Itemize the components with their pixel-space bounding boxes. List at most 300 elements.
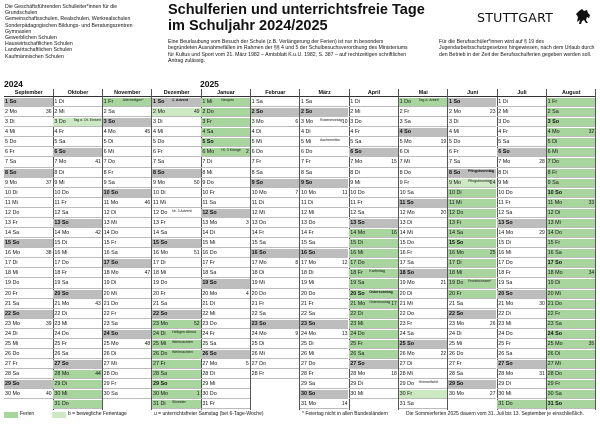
day-label: 3 Sa (399, 119, 411, 126)
day-label: 6 Do (300, 149, 313, 156)
day-note: Weihnachten (171, 339, 193, 344)
day-label: 20 Fr (152, 290, 166, 297)
day-label: 15 So (152, 240, 168, 247)
day-label: 21 Sa (152, 300, 168, 307)
day-label: 19 Sa (498, 280, 513, 287)
day-label: 26 Mi (300, 351, 315, 357)
day-label: 9 Mi (498, 179, 509, 186)
day-cell (4, 229, 53, 238)
day-label: 9 Mo (5, 179, 17, 186)
day-label: 7 Fr (300, 159, 311, 166)
day-label: 28 Do (547, 371, 563, 378)
day-label: 17 Mo (300, 260, 316, 267)
month-header: Februar (251, 89, 300, 97)
day-cell (201, 148, 250, 157)
day-cell (349, 169, 398, 178)
month-header: April (349, 89, 398, 97)
day-cell (349, 199, 398, 208)
day-cell (4, 279, 53, 288)
day-label: 10 Di (5, 189, 18, 196)
day-cell (4, 330, 53, 339)
day-label: 12 Sa (498, 209, 513, 216)
day-label: 7 Di (202, 159, 212, 166)
day-cell (152, 400, 201, 409)
day-cell (152, 158, 201, 167)
day-label: 25 Mo (103, 340, 119, 347)
day-cell (300, 249, 349, 258)
day-label: 19 Mi (300, 280, 315, 287)
day-cell (448, 199, 497, 208)
day-cell (399, 350, 448, 359)
day-cell (547, 138, 596, 147)
day-label: 5 Do (152, 139, 165, 146)
day-label: 19 Mi (251, 280, 265, 287)
day-label: 23 Mi (54, 320, 68, 327)
day-cell (547, 179, 596, 188)
day-cell (399, 390, 448, 399)
week-number: 6 (295, 119, 299, 126)
day-cell (201, 390, 250, 399)
day-cell (448, 239, 497, 248)
day-cell (4, 290, 53, 299)
day-cell (448, 229, 497, 238)
day-label: 28 Mi (399, 371, 413, 378)
day-label: 8 Sa (300, 169, 313, 176)
day-cell (547, 229, 596, 238)
day-label: 4 Mo (103, 129, 116, 136)
day-label: 9 So (251, 179, 264, 186)
day-label: 1 Di (54, 99, 64, 105)
day-cell (251, 340, 300, 349)
day-label: 24 So (547, 330, 563, 337)
day-label: 15 Fr (103, 240, 117, 247)
day-cell (497, 370, 546, 379)
day-note: Aschermittw. (319, 138, 341, 143)
day-label: 25 Fr (350, 340, 363, 347)
day-cell (152, 259, 201, 268)
week-number: 10 (341, 119, 348, 126)
day-cell (201, 400, 250, 409)
day-cell (4, 380, 53, 389)
day-cell (251, 370, 300, 379)
day-note: Silvester (171, 400, 186, 405)
day-cell (399, 138, 448, 147)
month-header: Juni (448, 89, 497, 97)
day-label: 29 Fr (103, 381, 117, 388)
day-cell (547, 259, 596, 268)
day-label: 24 Di (152, 330, 166, 337)
day-label: 6 Do (251, 149, 264, 156)
day-cell (53, 128, 102, 137)
month-header: September (4, 89, 53, 97)
day-label: 26 Mo (399, 351, 415, 357)
day-label: 19 Do (152, 280, 168, 287)
day-label: 26 Sa (54, 351, 69, 357)
day-cell (497, 179, 546, 188)
week-number: 25 (489, 250, 496, 257)
day-label: 10 Do (498, 189, 513, 196)
day-note: Rosenmontag (319, 118, 343, 123)
day-label: 24 Do (498, 330, 513, 337)
day-cell (300, 229, 349, 238)
day-cell (547, 400, 596, 409)
day-label: 31 Do (54, 401, 69, 408)
day-label: 5 Mi (300, 139, 312, 146)
day-cell (448, 360, 497, 369)
day-label: 30 Mi (350, 391, 364, 398)
day-label: 11 Mi (152, 199, 166, 206)
day-label: 27 Mi (103, 361, 117, 368)
day-label: 4 Mi (448, 129, 460, 136)
day-cell (300, 259, 349, 268)
day-label: 14 Di (202, 230, 215, 237)
day-cell (103, 310, 152, 319)
day-cell (547, 98, 596, 107)
day-cell (53, 340, 102, 349)
day-label: 22 Sa (300, 310, 316, 317)
day-label: 13 Mi (103, 219, 117, 226)
day-cell (152, 279, 201, 288)
day-cell (448, 340, 497, 349)
week-number: 26 (489, 320, 496, 327)
day-label: 20 Fr (5, 290, 18, 297)
day-cell (497, 330, 546, 339)
day-label: 11 Mi (5, 199, 18, 206)
day-cell (103, 330, 152, 339)
day-cell (300, 128, 349, 137)
day-cell (53, 148, 102, 157)
day-cell (448, 269, 497, 278)
leave-of-absence-note: Eine Beurlaubung vom Besuch der Schule (z.B. Verlängerung der Ferien) ist nur in besonders begründeten Ausnahmefällen im Rahmen der §§ 4 und 5 der Schulbesuchsverordnung des Ministeriums für Kultus und Sport vom 21. März 1982 – Amtsblatt K.u.U. 1982, S. 387 – auf rechtzeitigen schriftlichen Antrag zulässig. (168, 39, 408, 64)
week-number: 8 (295, 260, 299, 267)
day-label: 19 Di (547, 280, 561, 287)
day-label: 11 Mo (103, 199, 119, 206)
week-number: 36 (45, 109, 52, 116)
day-label: 26 Sa (350, 351, 365, 357)
day-cell (4, 300, 53, 309)
day-label: 9 Mo (152, 179, 165, 186)
day-cell (251, 310, 300, 319)
week-number: 1 (196, 391, 200, 398)
day-label: 17 Di (152, 260, 166, 267)
day-cell (300, 158, 349, 167)
day-cell (300, 279, 349, 288)
day-label: 19 Di (103, 280, 117, 287)
day-label: 3 Do (350, 119, 362, 126)
day-label: 8 Fr (103, 169, 114, 176)
day-label: 23 Mo (152, 320, 168, 327)
day-cell (497, 189, 546, 198)
day-label: 23 Fr (399, 320, 413, 327)
day-cell (53, 98, 102, 107)
day-cell (152, 290, 201, 299)
day-label: 26 Mi (251, 351, 265, 357)
day-label: 29 So (152, 381, 168, 388)
legend-ferien: Ferien (20, 411, 35, 417)
day-cell (547, 340, 596, 349)
day-cell (497, 310, 546, 319)
day-label: 4 So (399, 129, 412, 136)
day-label: 14 Fr (300, 230, 314, 237)
month-header: November (103, 89, 152, 97)
week-number: 16 (391, 230, 397, 237)
day-cell (251, 209, 300, 218)
day-label: 14 Mo (54, 230, 70, 237)
day-cell (53, 360, 102, 369)
day-label: 14 Do (547, 230, 563, 237)
day-label: 23 So (300, 320, 316, 327)
day-label: 17 Do (498, 260, 513, 267)
day-cell (103, 380, 152, 389)
day-cell (53, 189, 102, 198)
day-cell (4, 310, 53, 319)
day-label: 24 Mo (251, 330, 267, 337)
day-label: 20 So (350, 290, 365, 297)
day-cell (103, 179, 152, 188)
day-cell (547, 118, 596, 127)
day-label: 22 Do (399, 310, 415, 317)
day-cell (300, 400, 349, 409)
day-cell (300, 269, 349, 278)
day-label: 20 Mi (103, 290, 117, 297)
day-label: 14 Do (103, 230, 119, 237)
day-cell (448, 128, 497, 137)
day-cell (53, 350, 102, 359)
day-cell (399, 219, 448, 228)
week-number: 7 (295, 189, 299, 196)
day-label: 4 Di (300, 129, 311, 136)
day-cell (152, 380, 201, 389)
week-number: 27 (489, 391, 496, 398)
day-cell (201, 158, 250, 167)
day-label: 22 Di (498, 310, 511, 317)
day-cell (53, 138, 102, 147)
day-label: 2 Sa (547, 109, 559, 116)
week-number: 17 (391, 300, 397, 307)
day-cell (201, 128, 250, 137)
day-cell (103, 118, 152, 127)
day-cell (349, 279, 398, 288)
day-label: 29 Di (350, 381, 363, 388)
day-label: 12 Do (5, 209, 20, 216)
day-label: 6 Mi (103, 149, 114, 156)
month-header: März (300, 89, 349, 97)
day-label: 24 Fr (202, 330, 215, 337)
day-label: 23 Do (202, 320, 217, 327)
day-cell (103, 360, 152, 369)
day-cell (201, 290, 250, 299)
day-cell (300, 98, 349, 107)
day-label: 12 So (202, 209, 217, 216)
day-cell (53, 209, 102, 218)
day-label: 7 Mo (350, 159, 363, 166)
week-number: 19 (440, 139, 447, 146)
day-label: 5 So (202, 139, 214, 146)
day-cell (103, 138, 152, 147)
day-label: 11 Sa (202, 199, 216, 206)
day-cell (547, 108, 596, 117)
week-number: 29 (539, 230, 545, 237)
day-cell (4, 209, 53, 218)
day-cell (103, 158, 152, 167)
day-label: 5 Di (547, 139, 558, 146)
day-label: 2 Mo (152, 109, 165, 116)
day-cell (349, 249, 398, 258)
day-cell (103, 148, 152, 157)
day-label: 25 Sa (202, 340, 217, 347)
month-header: August (547, 89, 596, 97)
day-label: 19 Do (448, 280, 464, 287)
day-cell (103, 370, 152, 379)
day-label: 6 Fr (152, 149, 163, 156)
day-label: 2 So (300, 109, 313, 116)
day-cell (497, 249, 546, 258)
day-label: 17 Fr (202, 260, 215, 267)
day-label: 16 So (300, 250, 316, 257)
day-cell (448, 300, 497, 309)
day-cell (53, 108, 102, 117)
day-label: 27 Do (300, 361, 316, 368)
day-cell (152, 269, 201, 278)
day-label: 29 So (5, 381, 20, 388)
week-number: 18 (391, 371, 397, 378)
day-label: 3 So (547, 119, 560, 126)
day-cell (4, 148, 53, 157)
day-cell (349, 320, 398, 329)
day-label: 4 Fr (498, 129, 508, 136)
day-cell (448, 350, 497, 359)
day-cell (300, 320, 349, 329)
day-cell (201, 98, 250, 107)
day-cell (152, 320, 201, 329)
day-label: 20 Mi (547, 290, 561, 297)
day-note: Hl. 3 Könige (221, 148, 241, 153)
day-label: 12 Do (152, 209, 168, 216)
day-cell (497, 158, 546, 167)
day-cell (201, 209, 250, 218)
week-number: 24 (489, 179, 496, 186)
day-cell (399, 360, 448, 369)
legend-bewegliche: b = bewegliche Ferientage (68, 411, 127, 417)
day-cell (53, 269, 102, 278)
day-label: 10 Do (350, 189, 365, 196)
day-label: 30 Mi (54, 391, 68, 398)
day-cell (53, 118, 102, 127)
day-cell (103, 128, 152, 137)
day-label: 15 Sa (251, 240, 266, 247)
day-cell (448, 279, 497, 288)
day-label: 3 Mo (251, 119, 264, 126)
day-label: 5 Do (448, 139, 461, 146)
day-label: 22 Di (350, 310, 363, 317)
day-label: 7 Do (547, 159, 560, 166)
day-label: 11 Mo (547, 199, 563, 206)
day-cell (251, 350, 300, 359)
day-label: 16 So (251, 250, 267, 257)
day-label: 13 Fr (5, 219, 18, 226)
week-number: 47 (144, 270, 151, 277)
week-number: 48 (144, 340, 151, 347)
day-cell (300, 390, 349, 399)
day-cell (152, 189, 201, 198)
day-cell (251, 300, 300, 309)
day-label: 22 So (448, 310, 464, 317)
day-cell (399, 169, 448, 178)
day-label: 5 Di (103, 139, 114, 146)
day-label: 17 So (103, 260, 119, 267)
month-header: Januar (201, 89, 250, 97)
day-cell (201, 370, 250, 379)
day-cell (300, 199, 349, 208)
day-cell (497, 300, 546, 309)
day-cell (300, 300, 349, 309)
day-cell (547, 380, 596, 389)
day-label: 29 Mi (202, 381, 216, 388)
day-cell (300, 209, 349, 218)
day-cell (103, 189, 152, 198)
day-cell (399, 108, 448, 117)
stuttgart-logo (477, 6, 595, 28)
legend-feiertag: * Feiertag nicht in allen Bundesländern (302, 411, 388, 417)
day-label: 9 Mo (448, 179, 461, 186)
day-label: 16 Sa (547, 250, 562, 257)
day-label: 18 Mi (448, 270, 463, 277)
day-label: 18 Di (300, 270, 314, 277)
day-label: 13 Do (300, 219, 316, 226)
day-label: 3 Mo (300, 119, 313, 126)
day-label: 13 So (350, 219, 365, 226)
day-label: 30 Sa (547, 391, 562, 398)
day-cell (448, 370, 497, 379)
day-cell (497, 259, 546, 268)
week-number: 22 (440, 351, 447, 357)
day-cell (103, 169, 152, 178)
day-cell (349, 290, 398, 299)
day-note: Karfreitag (369, 269, 385, 274)
day-label: 31 Do (498, 401, 513, 408)
day-cell (53, 310, 102, 319)
day-label: 1 Sa (300, 99, 313, 105)
day-cell (399, 370, 448, 379)
day-cell (547, 209, 596, 218)
day-cell (349, 360, 398, 369)
day-label: 3 Di (152, 119, 163, 126)
day-label: 26 Di (103, 351, 117, 357)
day-label: 22 So (152, 310, 168, 317)
day-cell (152, 209, 201, 218)
day-label: 19 Sa (350, 280, 365, 287)
day-label: 2 Mi (350, 109, 361, 116)
day-label: 27 Di (399, 361, 413, 368)
week-number: 46 (144, 199, 151, 206)
day-cell (103, 249, 152, 258)
day-cell (201, 249, 250, 258)
day-label: 16 Sa (103, 250, 118, 257)
day-label: 14 Mi (399, 230, 413, 237)
day-note: Weihnachten (171, 350, 193, 354)
week-number: 42 (95, 230, 101, 237)
day-cell (448, 290, 497, 299)
day-cell (448, 158, 497, 167)
day-label: 27 Fr (448, 361, 462, 368)
day-label: 21 Do (103, 300, 119, 307)
day-cell (547, 148, 596, 157)
week-number: 41 (95, 159, 101, 166)
day-cell (4, 340, 53, 349)
day-label: 6 Di (399, 149, 410, 156)
day-label: 27 So (54, 361, 69, 368)
day-label: 13 Fr (448, 219, 462, 226)
